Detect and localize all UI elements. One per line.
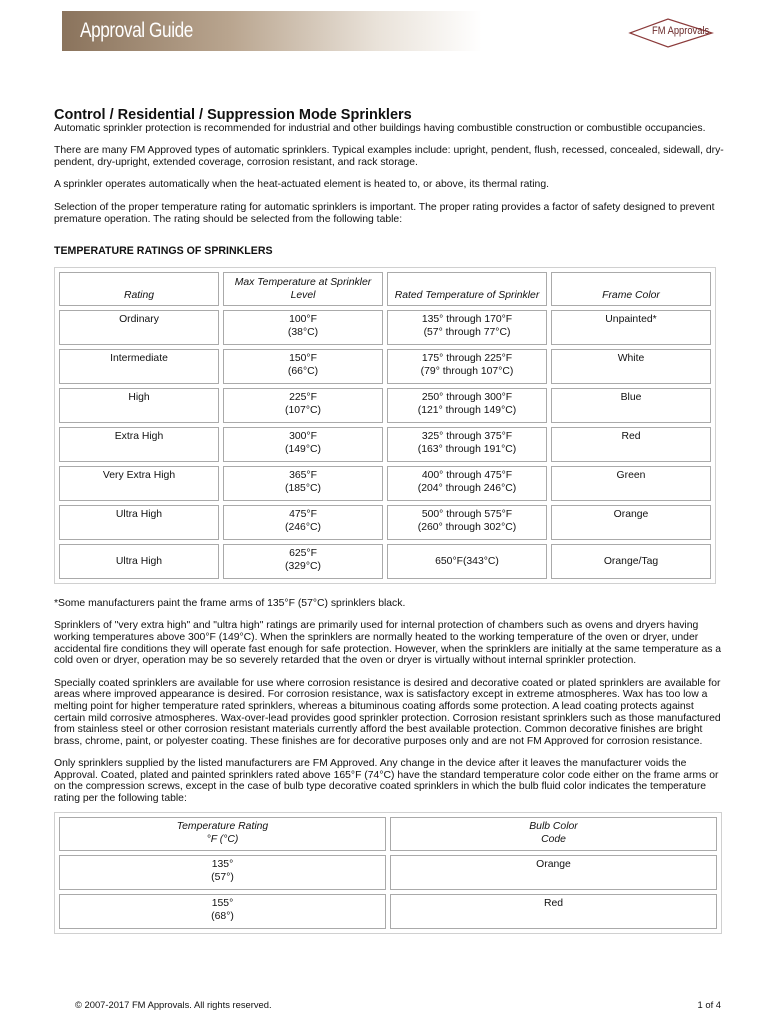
cell-rating: Extra High	[59, 427, 219, 462]
document-body	[54, 107, 726, 934]
paragraph-selection: Selection of the proper temperature rating for automatic sprinklers is important. The proper rating provides a factor of safety designed to prevent premature operation. The rating should be selected from the following table:	[54, 201, 715, 225]
header-max-temp: Max Temperature at Sprinkler Level	[223, 272, 383, 306]
cell-rated-temp: 500° through 575°F (260° through 302°C)	[387, 505, 547, 540]
cell-rated-temp: 135° through 170°F (57° through 77°C)	[387, 310, 547, 345]
paragraph-coatings: Specially coated sprinklers are available for use where corrosion resistance is desired and decorative coated or plated sprinklers are available for areas where improved appearance is desired. For corrosion resistance, wax is satisfactory except in extreme atmospheres. Wax has too low a melting point for higher temperature rated sprinklers, whereas a bituminous coating affords some protection. A lead coating protects against certain mild corrosive atmospheres. Wax-over-lead provides good sprinkler protection. Corrosion resistant sprinklers such as those manufactured from stainless steel or other corrosion resistant materials currently afford the best available protection. Common decorative finishes are bright brass, chrome, paint, or polyester coating. These finishes are for decorative purposes only and are not FM Approved for corrosion resistance.	[54, 677, 721, 747]
bulb-color-table	[54, 812, 722, 934]
cell-rated-temp: 250° through 300°F (121° through 149°C)	[387, 388, 547, 423]
cell-temp: 135° (57°)	[59, 855, 386, 890]
header-rating: Rating	[59, 272, 219, 306]
cell-max-temp: 300°F (149°C)	[223, 427, 383, 462]
cell-max-temp: 150°F (66°C)	[223, 349, 383, 384]
header-banner	[62, 11, 482, 51]
cell-frame-color: Red	[551, 427, 711, 462]
cell-rated-temp: 650°F(343°C)	[387, 544, 547, 579]
table-row	[59, 855, 717, 890]
header-frame-color: Frame Color	[551, 272, 711, 306]
header-title: Approval Guide	[80, 19, 193, 42]
paragraph-intro: Automatic sprinkler protection is recommended for industrial and other buildings having combustible construction or combustible occupancies.	[54, 122, 706, 134]
table-row	[59, 505, 711, 540]
cell-frame-color: White	[551, 349, 711, 384]
cell-temp: 155° (68°)	[59, 894, 386, 929]
table-heading: TEMPERATURE RATINGS OF SPRINKLERS	[54, 245, 273, 258]
paragraph-types: There are many FM Approved types of automatic sprinklers. Typical examples include: upright, pendent, flush, recessed, concealed, sidewall, dry-pendent, dry-upright, extended coverage, corrosion resistant, and rack storage.	[54, 145, 724, 168]
table-header-row	[59, 817, 717, 851]
cell-rated-temp: 325° through 375°F (163° through 191°C)	[387, 427, 547, 462]
footnote: *Some manufacturers paint the frame arms of 135°F (57°C) sprinklers black.	[54, 597, 406, 609]
cell-rated-temp: 400° through 475°F (204° through 246°C)	[387, 466, 547, 501]
cell-max-temp: 225°F (107°C)	[223, 388, 383, 423]
table-row	[59, 544, 711, 579]
cell-bulb-color: Orange	[390, 855, 717, 890]
footer-copyright: © 2007-2017 FM Approvals. All rights reserved.	[75, 999, 272, 1010]
table-row	[59, 388, 711, 423]
cell-bulb-color: Red	[390, 894, 717, 929]
logo-text: FM Approvals	[652, 25, 710, 37]
cell-rating: Very Extra High	[59, 466, 219, 501]
paragraph-operation: A sprinkler operates automatically when the heat-actuated element is heated to, or above, its thermal rating.	[54, 179, 549, 191]
cell-rated-temp: 175° through 225°F (79° through 107°C)	[387, 349, 547, 384]
table-row	[59, 349, 711, 384]
cell-frame-color: Unpainted*	[551, 310, 711, 345]
temperature-ratings-table	[54, 267, 716, 584]
cell-rating: Intermediate	[59, 349, 219, 384]
header-bulb-color: Bulb Color Code	[390, 817, 717, 851]
cell-rating: Ordinary	[59, 310, 219, 345]
paragraph-high-ratings: Sprinklers of "very extra high" and "ultra high" ratings are primarily used for internal protection of chambers such as ovens and dryers having working temperatures above 300°F (149°C). When the sprinklers are normally heated to the working temperature of the oven or dryer, under accidental fire conditions they will operate fast enough for safe protection. However, when the sprinklers are initially at the same temperature as a cold oven or dryer, operation may be so severely retarded that the oven or dryer is virtually without internal sprinkler protection.	[54, 620, 722, 667]
cell-frame-color: Orange/Tag	[551, 544, 711, 579]
cell-rating: Ultra High	[59, 544, 219, 579]
header-rated-temp: Rated Temperature of Sprinkler	[387, 272, 547, 306]
cell-max-temp: 100°F (38°C)	[223, 310, 383, 345]
cell-rating: High	[59, 388, 219, 423]
page-title: Control / Residential / Suppression Mode Sprinklers	[54, 107, 412, 123]
fm-approvals-logo	[628, 16, 714, 50]
paragraph-manufacturers: Only sprinklers supplied by the listed manufacturers are FM Approved. Any change in the device after it leaves the manufacturer voids the Approval. Coated, plated and painted sprinklers rated above 165°F (74°C) have the standard temperature color code either on the frame arms or on the compression screws, except in the case of bulb type decorative coated sprinklers in which the bulb fluid color indicates the temperature rating per the following table:	[54, 758, 719, 805]
cell-max-temp: 365°F (185°C)	[223, 466, 383, 501]
cell-rating: Ultra High	[59, 505, 219, 540]
cell-frame-color: Orange	[551, 505, 711, 540]
table-row	[59, 427, 711, 462]
table-row	[59, 310, 711, 345]
cell-frame-color: Blue	[551, 388, 711, 423]
table-row	[59, 466, 711, 501]
footer-page-number: 1 of 4	[697, 999, 721, 1010]
table-header-row	[59, 272, 711, 306]
cell-max-temp: 475°F (246°C)	[223, 505, 383, 540]
cell-max-temp: 625°F (329°C)	[223, 544, 383, 579]
header-temp-rating: Temperature Rating °F (°C)	[59, 817, 386, 851]
table-row	[59, 894, 717, 929]
cell-frame-color: Green	[551, 466, 711, 501]
